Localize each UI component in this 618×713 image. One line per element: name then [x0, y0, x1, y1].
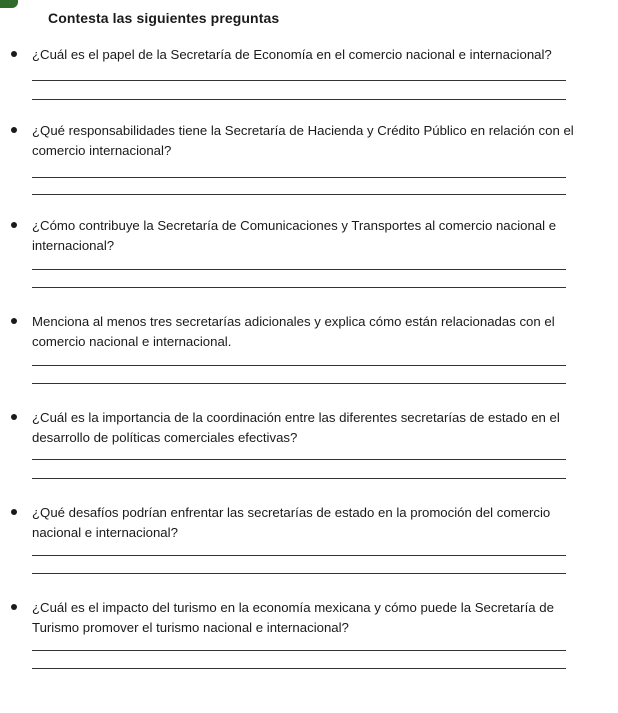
answer-line[interactable]: [32, 555, 566, 556]
bullet-icon: [11, 509, 17, 515]
bullet-icon: [11, 51, 17, 57]
answer-line[interactable]: [32, 478, 566, 479]
answer-line[interactable]: [32, 573, 566, 574]
bullet-icon: [11, 604, 17, 610]
question-text: ¿Cuál es el papel de la Secretaría de Economía en el comercio nacional e internacional?: [32, 47, 552, 62]
answer-line[interactable]: [32, 80, 566, 81]
bullet-icon: [11, 414, 17, 420]
question-text: ¿Cómo contribuye la Secretaría de Comunicaciones y Transportes al comercio nacional e internacional?: [32, 218, 557, 253]
answer-line[interactable]: [32, 194, 566, 195]
answer-line[interactable]: [32, 177, 566, 178]
answer-line[interactable]: [32, 383, 566, 384]
bullet-icon: [11, 127, 17, 133]
question-text: Menciona al menos tres secretarías adicionales y explica cómo están relacionadas con el comercio nacional e internacional.: [32, 314, 555, 349]
bullet-icon: [11, 318, 17, 324]
page-title: Contesta las siguientes preguntas: [48, 10, 280, 26]
question-text: ¿Cuál es el impacto del turismo en la economía mexicana y cómo puede la Secretaría de Turismo promover el turismo nacional e internacional?: [32, 600, 554, 635]
bullet-icon: [11, 222, 17, 228]
answer-line[interactable]: [32, 269, 566, 270]
answer-line[interactable]: [32, 99, 566, 100]
answer-line[interactable]: [32, 668, 566, 669]
answer-line[interactable]: [32, 459, 566, 460]
corner-decoration: [0, 0, 18, 8]
question-text: ¿Qué responsabilidades tiene la Secretaría de Hacienda y Crédito Público en relación con el comercio internacional?: [32, 123, 574, 158]
question-text: ¿Cuál es la importancia de la coordinación entre las diferentes secretarías de estado en el desarrollo de políticas comerciales efectivas?: [32, 410, 560, 445]
answer-line[interactable]: [32, 365, 566, 366]
answer-line[interactable]: [32, 287, 566, 288]
question-text: ¿Qué desafíos podrían enfrentar las secretarías de estado en la promoción del comercio nacional e internacional?: [32, 505, 551, 540]
answer-line[interactable]: [32, 650, 566, 651]
